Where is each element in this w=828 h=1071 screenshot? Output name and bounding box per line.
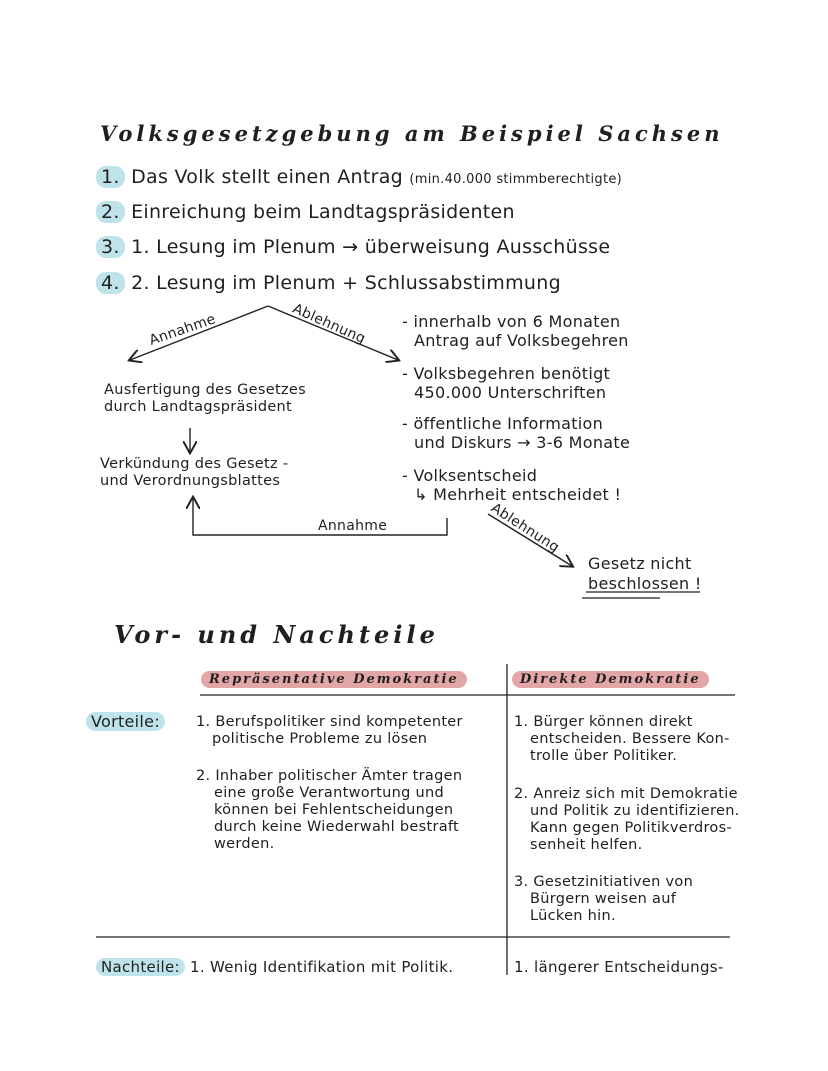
right-item-1: - innerhalb von 6 Monaten Antrag auf Volksbegehren [402,312,629,350]
step-note: (min.40.000 stimmberechtigte) [409,172,623,187]
step-number: 1. [96,166,125,188]
ablehnung-label: Ablehnung [290,300,368,348]
col-header-dir: Direkte Demokratie [512,668,709,687]
dir-vorteil-3: 3. Gesetzinitiativen von Bürgern weisen auf Lücken hin. [514,874,694,924]
rep-vorteil-2: 2. Inhaber politischer Ämter tragen eine große Verantwortung und können bei Fehlentscheidungen durch keine Wiederwahl bestraft werden. [196,768,463,852]
bottom-ablehnung-label: Ablehnung [487,500,563,556]
section-title: Vor- und Nachteile [114,620,439,649]
dir-vorteil-1: 1. Bürger können direkt entscheiden. Bessere Kon- trolle über Politiker. [514,714,730,764]
step-text: 1. Lesung im Plenum → überweisung Ausschüsse [131,236,611,258]
result-text: Gesetz nicht beschlossen ! [588,554,702,593]
rep-vorteil-1: 1. Berufspolitiker sind kompetenter politische Probleme zu lösen [196,714,463,747]
annahme-label: Annahme [147,311,218,349]
right-item-3: - öffentliche Information und Diskurs → 3-6 Monate [402,414,631,452]
dir-vorteil-2: 2. Anreiz sich mit Demokratie und Politik zu identifizieren. Kann gegen Politikverdros- senheit helfen. [514,786,740,853]
step-text: 2. Lesung im Plenum + Schlussabstimmung [131,272,561,294]
step-text: Das Volk stellt einen Antrag [131,166,404,188]
page-title: Volksgesetzgebung am Beispiel Sachsen [100,121,724,146]
step-number: 4. [96,272,125,294]
verkuendung-text: Verkündung des Gesetz - und Verordnungsblattes [100,456,289,489]
vorteile-label: Vorteile: [86,712,165,731]
step-number: 2. [96,201,125,223]
step-number: 3. [96,236,125,258]
rep-nachteil-1: 1. Wenig Identifikation mit Politik. [190,958,454,976]
nachteile-label: Nachteile: [96,958,185,976]
col-header-rep: Repräsentative Demokratie [201,668,467,687]
bottom-annahme-label: Annahme [318,518,388,534]
right-item-4: - Volksentscheid ↳ Mehrheit entscheidet ! [402,466,622,504]
right-item-2: - Volksbegehren benötigt 450.000 Unterschriften [402,364,611,402]
dir-nachteil-1: 1. längerer Entscheidungs- [514,958,724,976]
ausfertigung-text: Ausfertigung des Gesetzes durch Landtagspräsident [104,382,306,415]
step-text: Einreichung beim Landtagspräsidenten [131,201,515,223]
